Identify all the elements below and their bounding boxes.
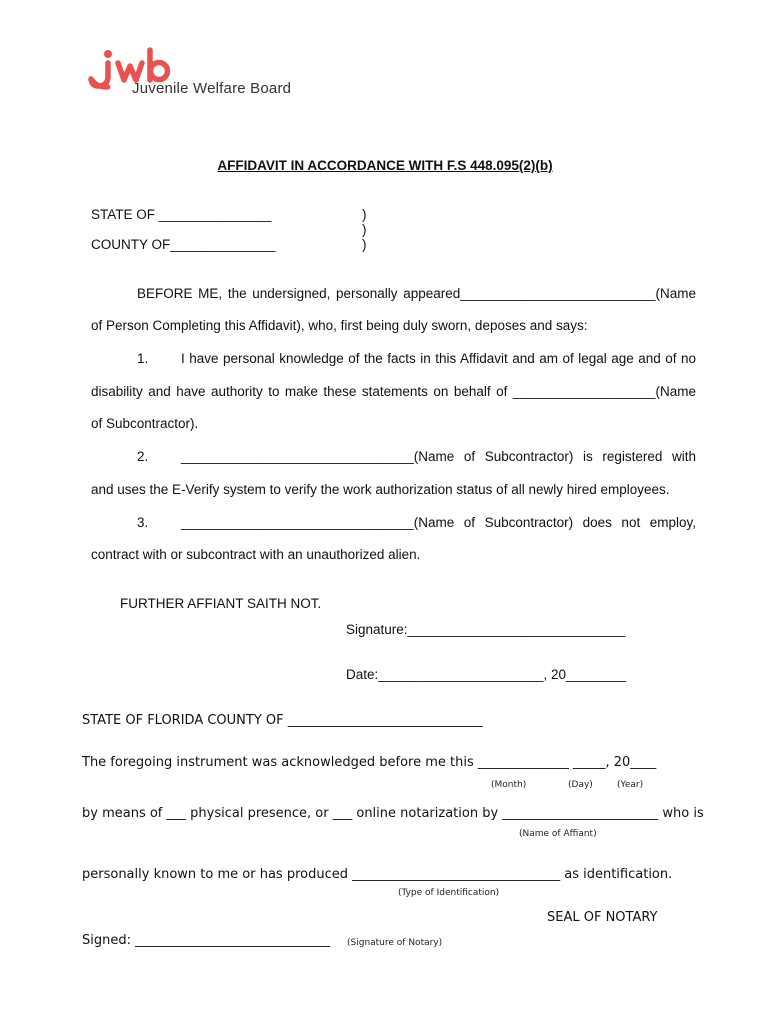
- jwb-logo: [88, 46, 328, 102]
- item-1-text-c: of Subcontractor).: [91, 416, 199, 431]
- label-signature-of-notary: (Signature of Notary): [347, 938, 443, 948]
- label-month: (Month): [491, 780, 527, 790]
- state-of-line: STATE OF _______________: [91, 207, 272, 222]
- item-3-text-b: contract with or subcontract with an unauthorized alien.: [91, 547, 421, 562]
- item-1-text-a: I have personal knowledge of the facts in this Affidavit and am of legal age and of no: [181, 351, 696, 366]
- venue-paren-2: ): [362, 222, 367, 237]
- notary-state-county: STATE OF FLORIDA COUNTY OF ______________________________: [82, 713, 483, 728]
- item-2-text-a: _______________________________(Name of Subcontractor) is registered with: [181, 449, 696, 464]
- label-day: (Day): [568, 780, 593, 790]
- notary-means-line: by means of ___ physical presence, or ___ online notarization by ________________________ who is: [82, 806, 704, 821]
- label-year: (Year): [617, 780, 644, 790]
- document-title: AFFIDAVIT IN ACCORDANCE WITH F.S 448.095(2)(b): [217, 158, 553, 173]
- logo-org-name: Juvenile Welfare Board: [132, 80, 292, 97]
- notary-produced-line: personally known to me or has produced ________________________________ as identification.: [82, 867, 673, 882]
- notary-acknowledged-line: The foregoing instrument was acknowledged before me this ______________ _____, 20____: [82, 755, 657, 770]
- item-1-number: 1.: [137, 351, 149, 366]
- label-type-of-identification: (Type of Identification): [398, 888, 500, 898]
- item-2-text-b: and uses the E-Verify system to verify the work authorization status of all newly hired employees.: [91, 482, 670, 497]
- item-1-text-b: disability and have authority to make these statements on behalf of ___________________(Name: [91, 384, 696, 399]
- signature-line: Signature:_____________________________: [346, 622, 626, 637]
- intro-line-1: BEFORE ME, the undersigned, personally appeared__________________________(Name: [137, 286, 696, 301]
- item-3-number: 3.: [137, 515, 149, 530]
- further-affiant: FURTHER AFFIANT SAITH NOT.: [120, 596, 322, 611]
- venue-paren-1: ): [362, 207, 367, 222]
- item-3-text-a: _______________________________(Name of Subcontractor) does not employ,: [181, 515, 696, 530]
- venue-paren-3: ): [362, 237, 367, 252]
- date-line: Date:______________________, 20________: [346, 667, 627, 682]
- notary-signed-line: Signed: ______________________________: [82, 933, 331, 948]
- item-2-number: 2.: [137, 449, 149, 464]
- intro-line-2: of Person Completing this Affidavit), who, first being duly sworn, deposes and says:: [91, 318, 588, 333]
- label-name-of-affiant: (Name of Affiant): [519, 829, 597, 839]
- seal-of-notary: SEAL OF NOTARY: [547, 910, 658, 925]
- county-of-line: COUNTY OF______________: [91, 237, 276, 252]
